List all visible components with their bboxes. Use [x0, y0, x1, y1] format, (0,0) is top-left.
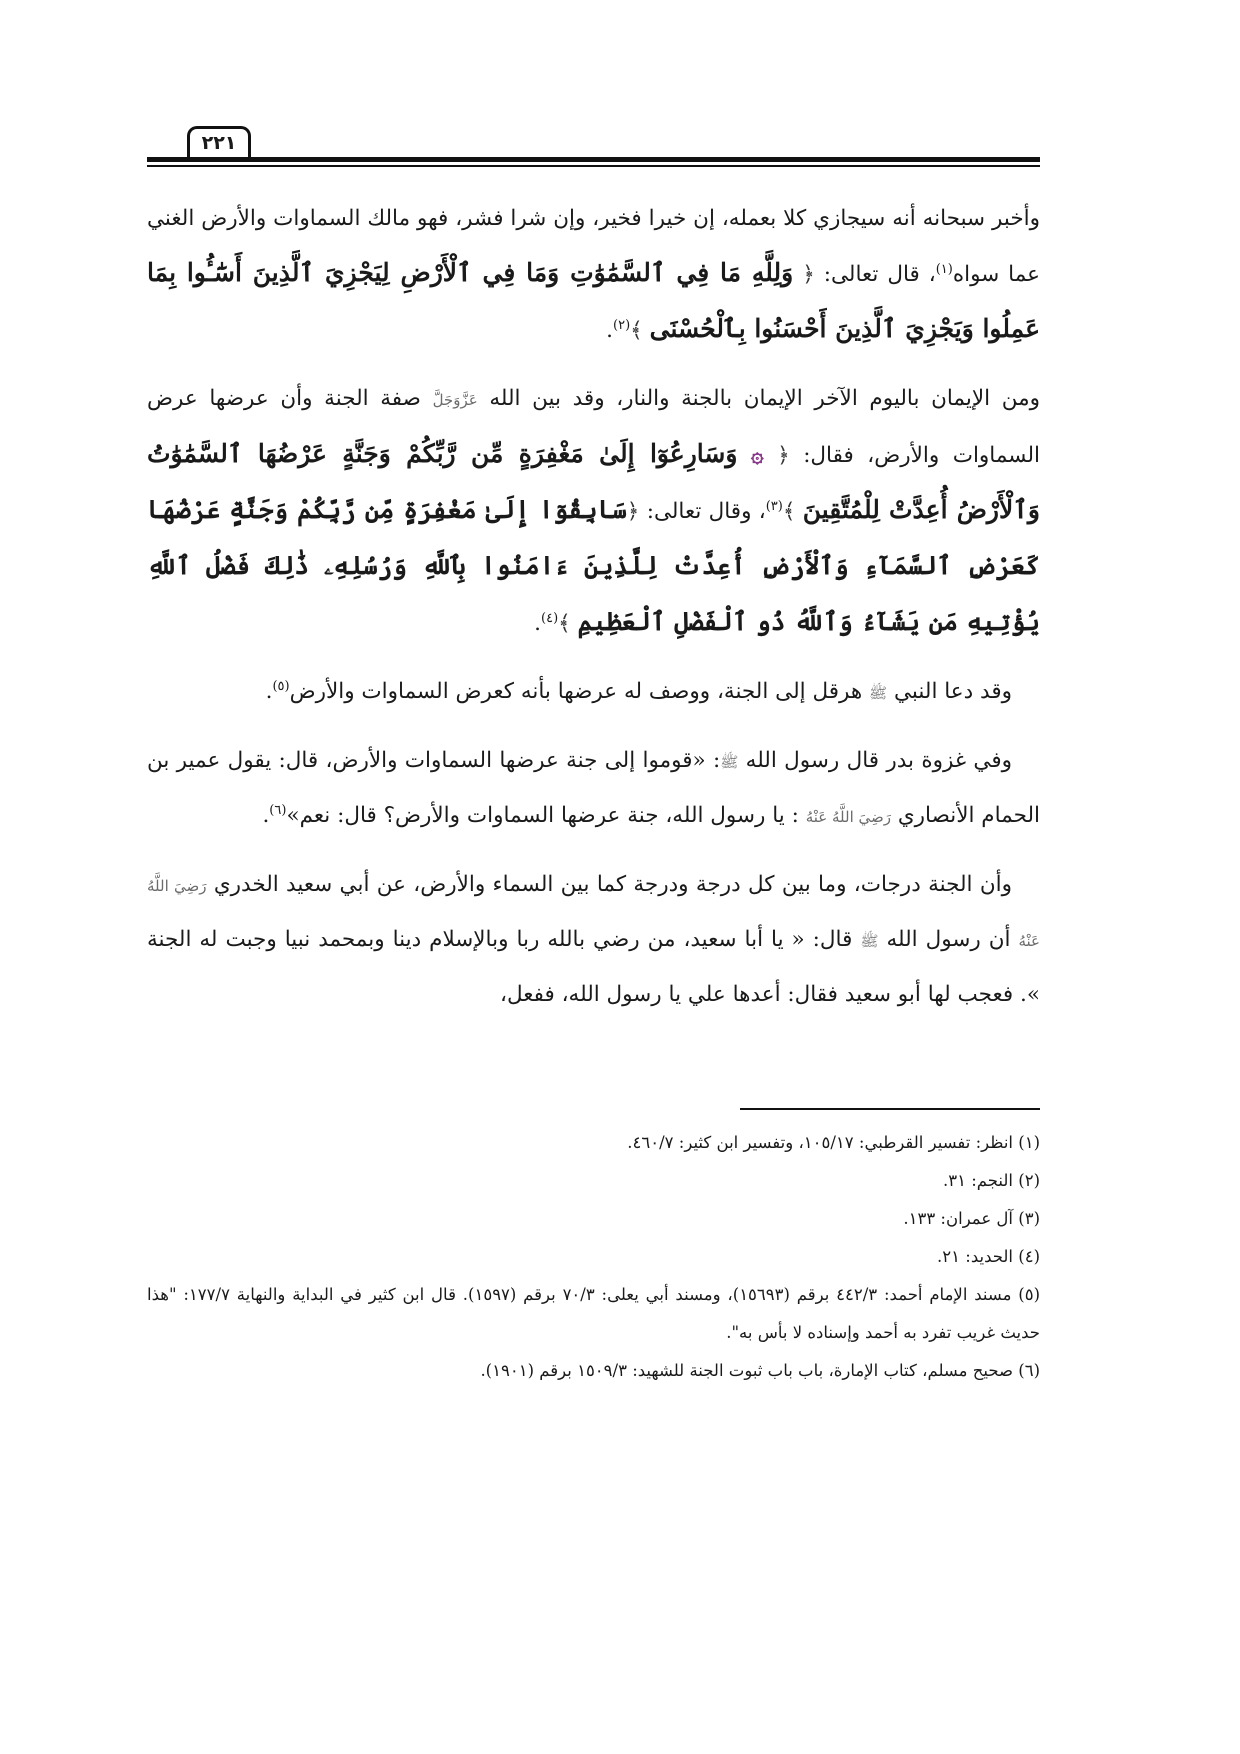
paragraph-2 [147, 372, 1040, 651]
footnote-separator [740, 1108, 1040, 1110]
footnote-ref: (٣) [765, 498, 783, 514]
text-run: وأخبر سبحانه أنه سيجازي كلا بعمله، إن خيرا فخير، وإن شرا فشر، فهو مالك السماوات والأرض الغني عما سواه [147, 206, 1040, 287]
text-run: ، وقال تعالى: [639, 499, 766, 524]
footnotes [147, 1124, 1040, 1390]
page-header [147, 126, 1040, 170]
footnote: (٣) آل عمران: ١٣٣. [903, 1209, 1040, 1228]
sajda-star-icon: ۞ [750, 443, 764, 468]
ayah-close-ornament: ﴾ [630, 318, 643, 343]
footnote: (٤) الحديد: ٢١. [937, 1247, 1040, 1266]
footnote: (٢) النجم: ٣١. [942, 1171, 1040, 1190]
text-run: : «قوموا إلى جنة عرضها السماوات والأرض، قال: يقول عمير بن الحمام الأنصاري [147, 748, 1040, 828]
footnote: (١) انظر: تفسير القرطبي: ١٠٥/١٧، وتفسير ابن كثير: ٤٦٠/٧. [627, 1133, 1040, 1152]
ayah-close-ornament: ﴾ [782, 499, 796, 524]
quran-verse: وَسَارِعُوٓا إِلَىٰ مَغْفِرَةٍ مِّن رَّبِّكُمْ وَجَنَّةٍ عَرْضُهَا ٱلسَّمَٰوَٰتُ وَٱلْأَرْضُ أُعِدَّتْ لِلْمُتَّقِينَ [147, 439, 1040, 524]
text-run: أن رسول الله [878, 927, 1019, 952]
text-run: : يا رسول الله، جنة عرضها السماوات والأرض؟ قال: نعم» [286, 803, 806, 828]
footnote: (٥) مسند الإمام أحمد: ٤٤٢/٣ برقم (١٥٦٩٣)، ومسند أبي يعلى: ٧٠/٣ برقم (١٥٩٧). قال ابن كثير في البداية والنهاية ١٧٧/٧: "هذا حديث غريب تفرد به أحمد وإسناده لا بأس به". [147, 1285, 1040, 1342]
ayah-open-ornament: ﴿ [626, 499, 640, 524]
text-run: . [534, 611, 542, 636]
text-run: . [606, 318, 614, 343]
paragraph-4 [147, 734, 1040, 844]
header-rule-thin [147, 165, 1040, 167]
body-text [147, 192, 1040, 1036]
text-run: وفي غزوة بدر قال رسول الله [738, 748, 1013, 773]
text-run: . [265, 679, 273, 704]
header-rule-thick [147, 157, 1040, 162]
text-run: هرقل إلى الجنة، ووصف له عرضها بأنه كعرض السماوات والأرض [289, 679, 870, 704]
quran-verse: وَلِلَّهِ مَا فِي ٱلسَّمَٰوَٰتِ وَمَا فِي ٱلْأَرْضِ لِيَجْزِيَ ٱلَّذِينَ أَسَٰٓـُٔوا بِمَا عَمِلُوا وَيَجْزِيَ ٱلَّذِينَ أَحْسَنُوا بِٱلْحُسْنَى [147, 258, 1040, 343]
paragraph-1 [147, 192, 1040, 358]
quran-verse: سَابِقُوٓا إِلَىٰ مَغْفِرَةٍ مِّن رَّبِّكُمْ وَجَنَّةٍ عَرْضُهَا كَعَرْضِ ٱلسَّمَآءِ وَٱلْأَرْضِ أُعِدَّتْ لِلَّذِينَ ءَامَنُوا بِٱللَّهِ وَرُسُلِهِۦ ذَٰلِكَ فَضْلُ ٱللَّهِ يُؤْتِيهِ مَن يَشَآءُ وَٱللَّهُ ذُو ٱلْفَضْلِ ٱلْعَظِيمِ [147, 495, 1040, 636]
ayah-close-ornament: ﴾ [558, 611, 571, 636]
ayah-open-ornament: ﴿ [802, 262, 815, 287]
footnote-ref: (٥) [272, 678, 290, 694]
paragraph-3 [147, 665, 1040, 720]
footnote-ref: (٤) [541, 610, 559, 626]
footnote: (٦) صحيح مسلم، كتاب الإمارة، باب باب ثبوت الجنة للشهيد: ١٥٠٩/٣ برقم (١٩٠١). [480, 1361, 1040, 1380]
ayah-open-ornament: ﴿ [777, 443, 790, 468]
honorific-symbol: ﷺ [860, 932, 879, 950]
page-number: ٢٢١ [187, 126, 251, 157]
footnote-ref: (٢) [613, 317, 631, 333]
paragraph-5 [147, 858, 1040, 1022]
text-run: وقد دعا النبي [887, 679, 1012, 704]
text-run: ومن الإيمان باليوم الآخر الإيمان بالجنة والنار، وقد بين الله [477, 386, 1040, 411]
honorific-symbol: رَضِيَ اللَّهُ عَنْهُ [147, 877, 1040, 950]
text-run: وأن الجنة درجات، وما بين كل درجة ودرجة كما بين السماء والأرض، عن أبي سعيد الخدري [206, 872, 1012, 897]
text-run: قال: « يا أبا سعيد، من رضي بالله ربا وبالإسلام دينا وبمحمد نبيا وجبت له الجنة ». فعجب لها أبو سعيد فقال: أعدها علي يا رسول الله، ففعل، [147, 927, 1040, 1007]
honorific-symbol: عَزَّوَجَلَّ [432, 391, 478, 409]
honorific-symbol: ﷺ [720, 753, 739, 771]
text-run: ، قال تعالى: [814, 262, 936, 287]
footnote-ref: (٦) [269, 802, 287, 818]
footnote-ref: (١) [935, 261, 953, 277]
honorific-symbol: رَضِيَ اللَّهُ عَنْهُ [805, 808, 891, 826]
text-run: . [262, 803, 270, 828]
honorific-symbol: ﷺ [869, 684, 888, 702]
text-run: صفة الجنة وأن عرضها عرض السماوات والأرض، فقال: [147, 386, 1040, 468]
